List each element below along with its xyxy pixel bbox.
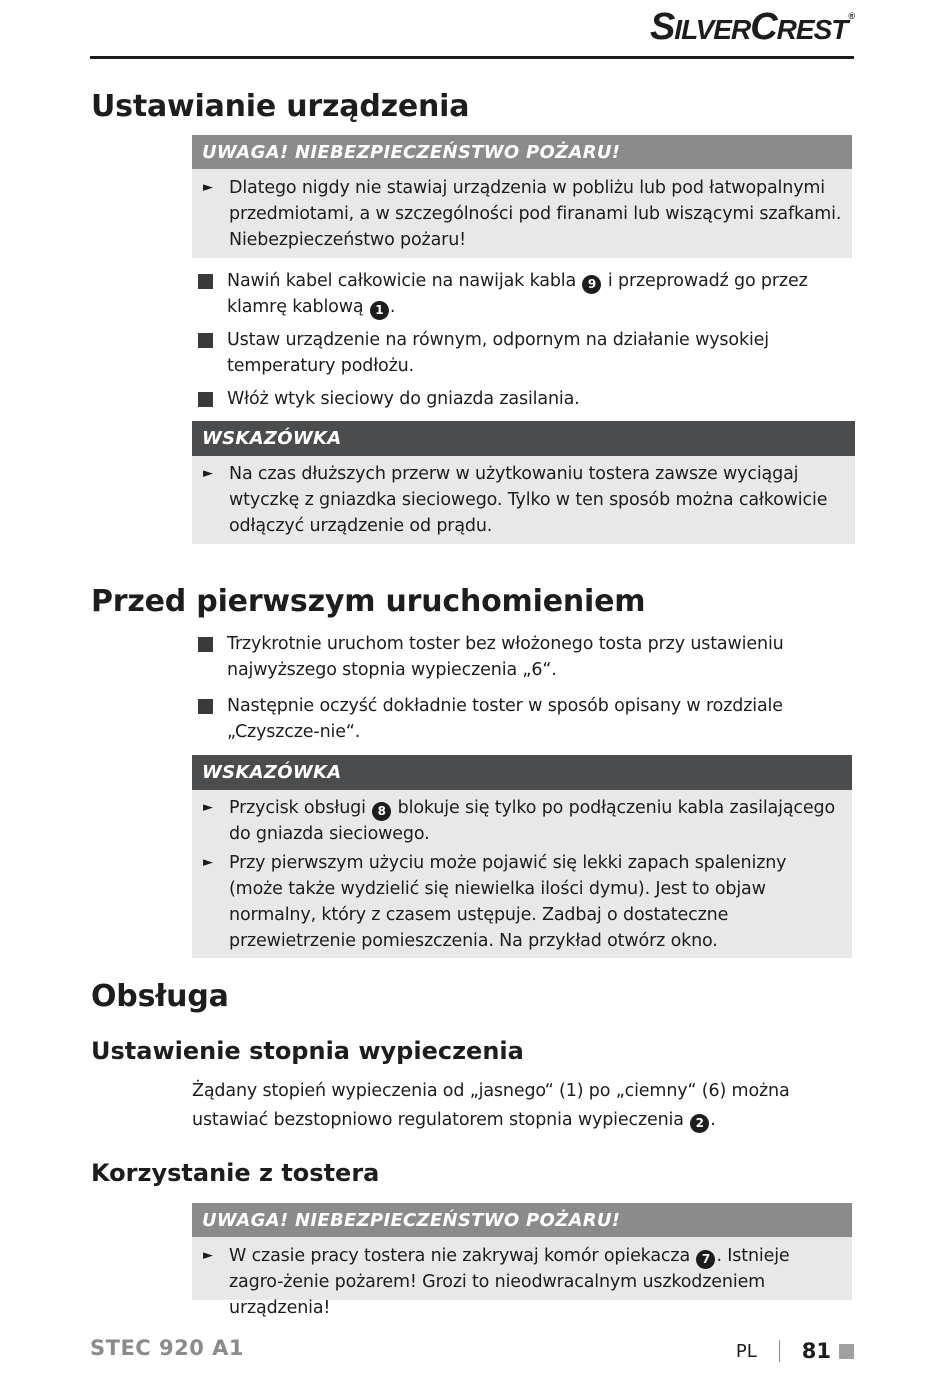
triangle-bullet-icon: ► <box>203 855 213 870</box>
note-item: ► Przycisk obsługi 8 blokuje się tylko po podłączeniu kabla zasilającego do gniazda sieciowego. <box>192 790 852 847</box>
step-item: Trzykrotnie uruchom toster bez włożonego tosta przy ustawieniu najwyższego stopnia wypieczenia „6“. <box>198 631 868 683</box>
triangle-bullet-icon: ► <box>203 466 213 481</box>
footer-language: PL <box>735 1340 757 1362</box>
section-title-operation: Obsługa <box>91 979 229 1014</box>
note-box <box>192 755 852 958</box>
page-number: 81 <box>801 1339 831 1363</box>
footer-model: STEC 920 A1 <box>90 1336 245 1360</box>
note-label: WSKAZÓWKA <box>192 755 852 790</box>
footer-divider <box>779 1340 780 1362</box>
ref-number-badge: 2 <box>690 1114 709 1133</box>
subsection-title-using: Korzystanie z tostera <box>91 1159 380 1187</box>
footer-page-info <box>736 1336 854 1366</box>
setup-steps <box>198 268 858 412</box>
browning-paragraph: Żądany stopień wypieczenia od „jasnego“ (1) po „ciemny“ (6) można ustawiać bezstopniowo regulatorem stopnia wypieczenia 2 . <box>192 1077 862 1135</box>
brand-logo: SILVERCREST® <box>649 6 854 48</box>
ref-number-badge: 9 <box>582 275 601 294</box>
note-label: WSKAZÓWKA <box>192 421 855 456</box>
ref-number-badge: 7 <box>696 1250 715 1269</box>
warning-label: UWAGA! NIEBEZPIECZEŃSTWO POŻARU! <box>192 135 852 169</box>
square-bullet-icon <box>198 333 213 348</box>
triangle-bullet-icon: ► <box>203 1248 213 1263</box>
step-item: Włóż wtyk sieciowy do gniazda zasilania. <box>198 386 858 412</box>
square-bullet-icon <box>198 637 213 652</box>
note-item: ► Przy pierwszym użyciu może pojawić się lekki zapach spalenizny (może także wydzielić się niewielka ilości dymu). Jest to objaw normalny, który z czasem ustępuje. Zadbaj o dostateczne przewietrzenie pomieszczenia. Na przykład otwórz okno. <box>192 850 852 954</box>
warning-box-fire <box>192 135 852 258</box>
first-use-steps <box>198 631 868 745</box>
note-box <box>192 421 855 544</box>
triangle-bullet-icon: ► <box>203 800 213 815</box>
square-bullet-icon <box>198 392 213 407</box>
warning-box-fire <box>192 1203 852 1318</box>
section-title-setup: Ustawianie urządzenia <box>91 89 470 124</box>
note-item: ► Na czas dłuższych przerw w użytkowaniu tostera zawsze wyciągaj wtyczkę z gniazdka sieciowego. Tylko w ten sposób można całkowicie odłączyć urządzenie od prądu. <box>192 456 855 539</box>
ref-number-badge: 8 <box>372 802 391 821</box>
square-bullet-icon <box>198 699 213 714</box>
step-item: Nawiń kabel całkowicie na nawijak kabla 9 i przeprowadź go przez klamrę kablową 1 . <box>198 268 858 320</box>
step-item: Ustaw urządzenie na równym, odpornym na działanie wysokiej temperatury podłożu. <box>198 327 858 379</box>
square-bullet-icon <box>198 274 213 289</box>
warning-item: ► Dlatego nigdy nie stawiaj urządzenia w pobliżu lub pod łatwopalnymi przedmiotami, a w szczególności pod firanami lub wiszącymi szafkami. Niebezpieczeństwo pożaru! <box>192 169 852 253</box>
warning-item: ► W czasie pracy tostera nie zakrywaj komór opiekacza 7 . Istnieje zagro-żenie pożarem! Grozi to nieodwracalnym uszkodzeniem urządzenia! <box>192 1237 852 1321</box>
section-title-first-use: Przed pierwszym uruchomieniem <box>91 584 646 619</box>
warning-label: UWAGA! NIEBEZPIECZEŃSTWO POŻARU! <box>192 1203 852 1237</box>
header-rule <box>90 56 854 59</box>
subsection-title-browning: Ustawienie stopnia wypieczenia <box>91 1037 524 1065</box>
triangle-bullet-icon: ► <box>203 180 213 195</box>
square-marker-icon <box>839 1344 854 1359</box>
step-item: Następnie oczyść dokładnie toster w sposób opisany w rozdziale „Czyszcze-nie“. <box>198 693 868 745</box>
ref-number-badge: 1 <box>370 301 389 320</box>
